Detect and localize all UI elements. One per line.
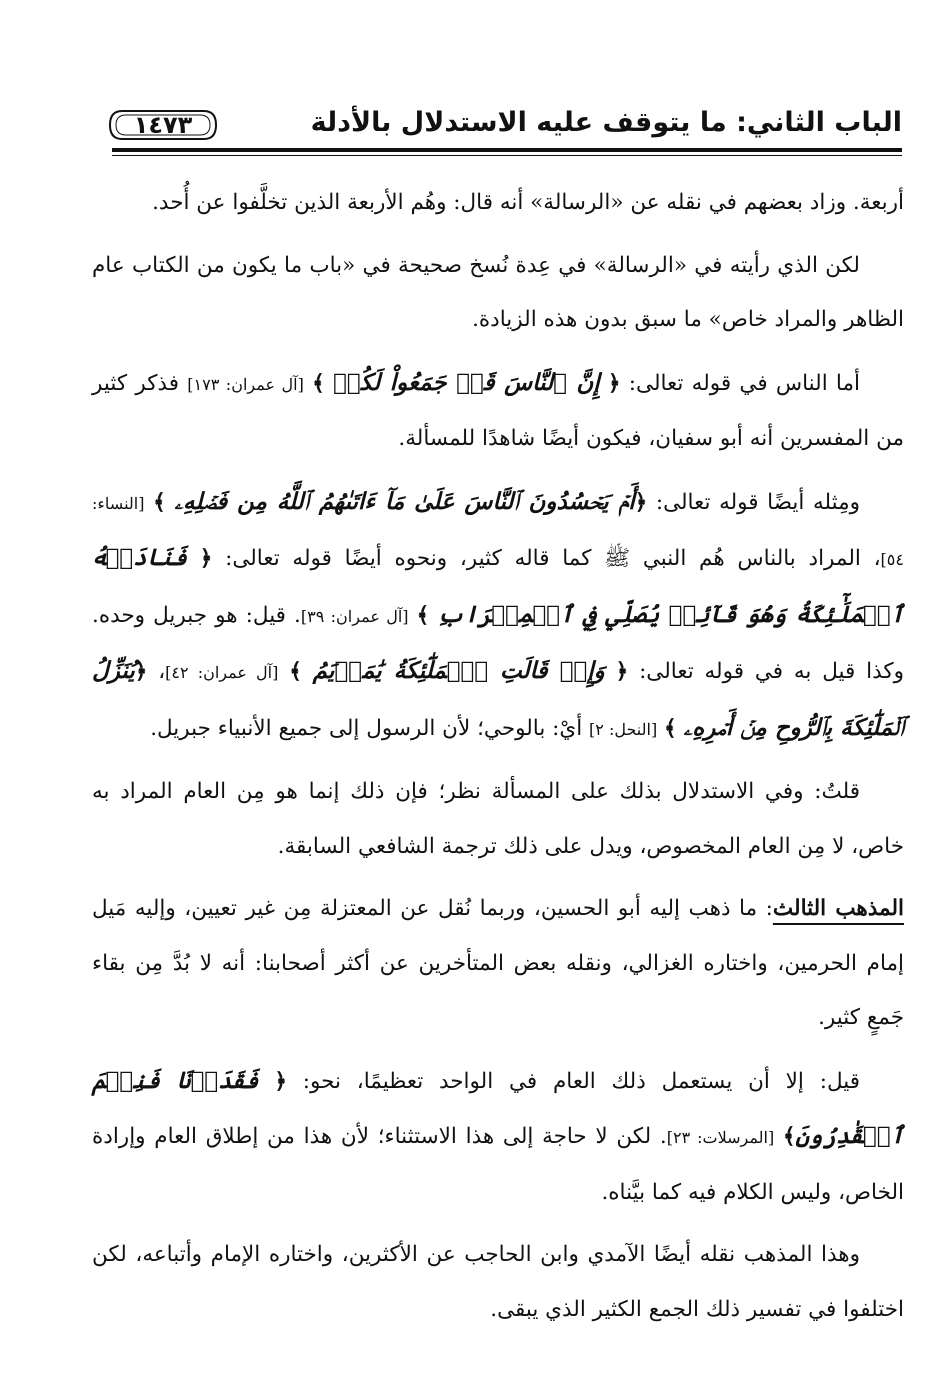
paragraph-6 xyxy=(92,882,904,1046)
quran-open-bracket: ﴿ xyxy=(199,546,213,571)
verse-reference: [آل عمران: ٣٩] xyxy=(300,606,409,626)
paragraph-8: وهذا المذهب نقله أيضًا الآمدي وابن الحاجب عن الأكثرين، واختاره الإمام وأتباعه، لكن اختلفوا في تفسير ذلك الجمع الكثير الذي يبقى. xyxy=(92,1242,904,1322)
p4-text-4: ، xyxy=(158,659,166,684)
verse-reference: [آل عمران: ١٧٣] xyxy=(187,374,304,394)
quran-open-bracket: ﴿ xyxy=(607,370,621,396)
quran-close-bracket: ﴾ xyxy=(664,715,677,741)
paragraph-2: لكن الذي رأيته في «الرسالة» في عِدة نُسخ صحيحة في «باب ما يكون من الكتاب عام الظاهر والمراد خاص» ما سبق بدون هذه الزيادة. xyxy=(92,252,904,332)
quran-close-bracket: ﴾ xyxy=(289,659,302,684)
paragraph-5: قلتُ: وفي الاستدلال بذلك على المسألة نظر؛ فإن ذلك إنما هو مِن العام المراد به خاص، لا مِن العام المخصوص، ويدل على ذلك ترجمة الشافعي السابقة. xyxy=(92,779,904,859)
header-rule-thick xyxy=(112,148,902,152)
p7-text-after: . لكن لا حاجة إلى هذا الاستثناء؛ لأن هذا من إطلاق العام وإرادة الخاص، وليس الكلام فيه كما بيَّناه. xyxy=(92,1124,904,1205)
page-body xyxy=(92,176,904,1345)
quran-close-bracket: ﴾ xyxy=(153,489,166,515)
p4-text-3: . قيل: هو جبريل وحده. وكذا قيل به في قوله تعالى: xyxy=(92,602,905,684)
quran-verse: وَإِذۡ قَالَتِ ٱلۡمَلَٰٓئِكَةُ يَٰمَرۡيَمُ xyxy=(312,657,605,684)
p4-text-2: ، المراد بالناس هُم النبي ﷺ كما قاله كثير، ونحوه أيضًا قوله تعالى: xyxy=(225,546,881,571)
verse-reference: [النساء: ٥٤] xyxy=(92,493,904,569)
quran-verse: إِنَّ ٱلنَّاسَ قَدۡ جَمَعُواْ لَكُمۡ xyxy=(333,368,600,396)
quran-close-bracket: ﴾ xyxy=(416,602,430,628)
p3-text-after: فذكر كثير من المفسرين أنه أبو سفيان، فيكون أيضًا شاهدًا للمسألة. xyxy=(92,370,904,451)
quran-verse: يُنَزِّلُ ٱلۡمَلَٰٓئِكَةَ بِٱلرُّوحِ مِنۡ أَمۡرِهِۦ xyxy=(92,657,904,741)
quran-close-bracket: ﴾ xyxy=(782,1124,796,1149)
p7-text-before: قيل: إلا أن يستعمل ذلك العام في الواحد تعظيمًا، نحو: xyxy=(302,1068,860,1094)
quran-verse: أَمۡ يَحۡسُدُونَ ٱلنَّاسَ عَلَىٰ مَآ ءَاتَىٰهُمُ ٱللَّهُ مِن فَضۡلِهِۦ xyxy=(174,487,635,515)
quran-open-bracket: ﴿ xyxy=(634,489,648,515)
verse-reference: [آل عمران: ٤٢] xyxy=(165,663,279,682)
quran-verse: فَقَدَرۡنَا فَنِعۡمَ ٱلۡقَٰدِرُونَ xyxy=(92,1066,904,1149)
p4-text-5: أيْ: بالوحي؛ لأن الرسول إلى جميع الأنبياء جبريل. xyxy=(150,715,583,741)
p4-text-1: ومِثله أيضًا قوله تعالى: xyxy=(655,489,860,515)
quran-open-bracket: ﴿ xyxy=(134,659,148,684)
verse-reference: [المرسلات: ٢٣] xyxy=(666,1128,775,1147)
page-header xyxy=(100,104,902,148)
quran-open-bracket: ﴿ xyxy=(615,659,629,684)
chapter-title: الباب الثاني: ما يتوقف عليه الاستدلال بالأدلة xyxy=(310,107,902,138)
paragraph-1: أربعة. وزاد بعضهم في نقله عن «الرسالة» أنه قال: وهُم الأربعة الذين تخلَّفوا عن أُحد. xyxy=(152,190,904,215)
verse-reference: [النحل: ٢] xyxy=(589,719,658,739)
paragraph-3 xyxy=(92,356,904,467)
paragraph-4 xyxy=(92,475,904,758)
p6-text: : ما ذهب إليه أبو الحسين، وربما نُقل عن المعتزلة مِن غير تعيين، وإليه مَيل إمام الحرمين، واختاره الغزالي، ونقله بعض المتأخرين عن أكثر أصحابنا: أنه لا بُدَّ مِن بقاء جَمعٍ كثير. xyxy=(92,896,904,1030)
header-rule-thin xyxy=(112,155,902,156)
page-number: ١٤٧٣ xyxy=(133,111,193,139)
madhhab-heading: المذهب الثالث xyxy=(772,896,905,921)
p3-text-before: أما الناس في قوله تعالى: xyxy=(628,370,860,396)
quran-open-bracket: ﴿ xyxy=(274,1068,287,1094)
page-number-ornament xyxy=(108,108,218,142)
quran-verse: فَنَادَتۡهُ ٱلۡمَلَٰٓئِكَةُ وَهُوَ قَآئِمٞ يُصَلِّي فِي ٱلۡمِحۡرَابِ xyxy=(92,544,904,628)
paragraph-7 xyxy=(92,1054,904,1221)
quran-close-bracket: ﴾ xyxy=(312,370,325,396)
